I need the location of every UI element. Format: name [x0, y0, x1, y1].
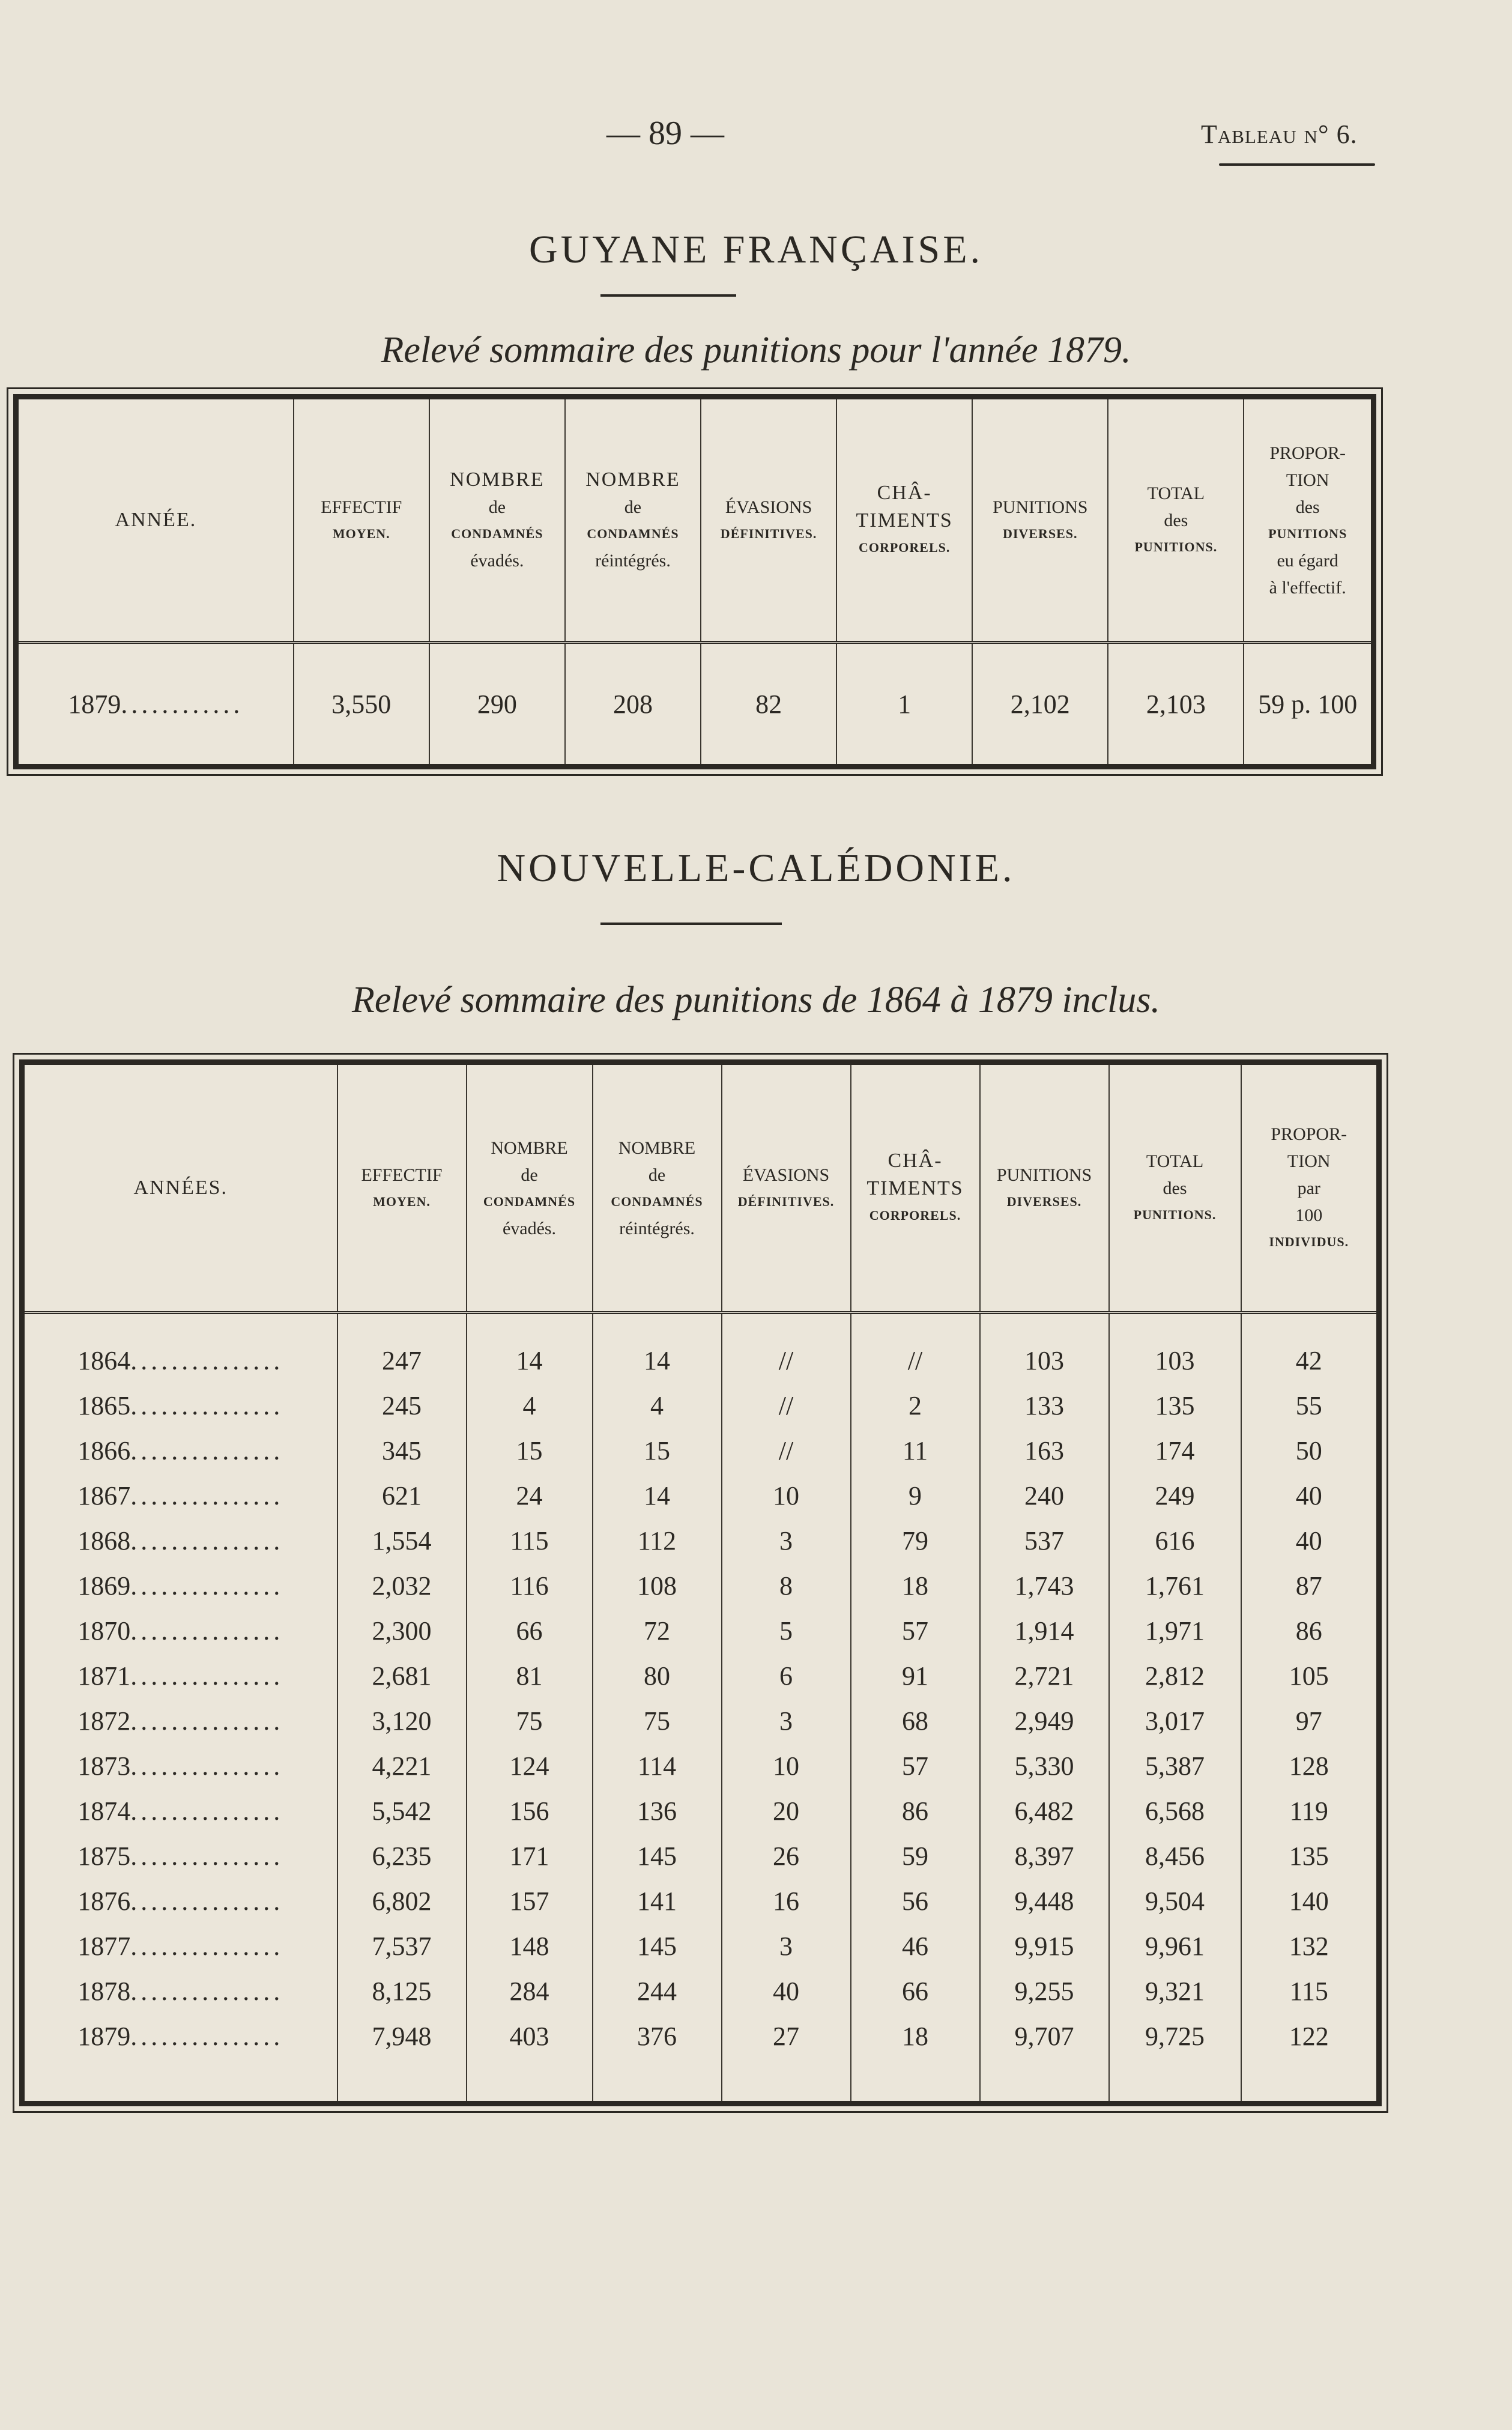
col-header-chatiments: CHÂ- TIMENTS CORPORELS. — [851, 1062, 980, 1313]
cell-evasions: // — [722, 1313, 851, 1384]
cell-effectif: 4,221 — [337, 1744, 467, 1789]
cell-reintegres: 208 — [565, 643, 701, 767]
table-row — [22, 1383, 1379, 1428]
cell-effectif: 621 — [337, 1473, 467, 1518]
table-row — [22, 1608, 1379, 1653]
col-header-total: TOTAL des PUNITIONS. — [1109, 1062, 1241, 1313]
cell-effectif: 7,948 — [337, 2014, 467, 2104]
cell-evades: 148 — [467, 1924, 593, 1969]
cell-evades: 24 — [467, 1473, 593, 1518]
cell-proportion: 86 — [1241, 1608, 1379, 1653]
cell-chatiments: 66 — [851, 1969, 980, 2014]
cell-evasions: 3 — [722, 1518, 851, 1563]
cell-year: 1870............... — [22, 1608, 337, 1653]
cell-effectif: 345 — [337, 1428, 467, 1473]
cell-reintegres: 4 — [593, 1383, 722, 1428]
cell-year: 1865............... — [22, 1383, 337, 1428]
cell-chatiments: 57 — [851, 1608, 980, 1653]
table-row — [22, 1653, 1379, 1698]
page-number: — 89 — — [606, 115, 724, 152]
cell-punitions: 8,397 — [980, 1834, 1109, 1879]
cell-evades: 156 — [467, 1789, 593, 1834]
col-header-effectif: EFFECTIF MOYEN. — [294, 397, 429, 643]
cell-proportion: 87 — [1241, 1563, 1379, 1608]
cell-evasions: // — [722, 1383, 851, 1428]
cell-effectif: 8,125 — [337, 1969, 467, 2014]
cell-total: 8,456 — [1109, 1834, 1241, 1879]
cell-evasions: // — [722, 1428, 851, 1473]
table-row — [22, 1698, 1379, 1744]
cell-total: 174 — [1109, 1428, 1241, 1473]
table-reference: Tableau n° 6. — [1201, 120, 1358, 149]
section2-title-rule — [600, 923, 782, 925]
table-header-row — [16, 397, 1374, 643]
cell-reintegres: 14 — [593, 1473, 722, 1518]
cell-chatiments: 18 — [851, 2014, 980, 2104]
cell-chatiments: 59 — [851, 1834, 980, 1879]
cell-evasions: 82 — [701, 643, 836, 767]
col-header-evasions: ÉVASIONS DÉFINITIVES. — [701, 397, 836, 643]
cell-chatiments: 2 — [851, 1383, 980, 1428]
cell-total: 135 — [1109, 1383, 1241, 1428]
cell-effectif: 2,032 — [337, 1563, 467, 1608]
cell-evades: 15 — [467, 1428, 593, 1473]
cell-chatiments: 57 — [851, 1744, 980, 1789]
cell-reintegres: 141 — [593, 1879, 722, 1924]
cell-proportion: 59 p. 100 — [1244, 643, 1373, 767]
table-row — [22, 1924, 1379, 1969]
cell-proportion: 140 — [1241, 1879, 1379, 1924]
table-row — [16, 643, 1374, 767]
cell-reintegres: 244 — [593, 1969, 722, 2014]
cell-evasions: 6 — [722, 1653, 851, 1698]
cell-total: 2,103 — [1108, 643, 1244, 767]
col-header-annees: ANNÉES. — [22, 1062, 337, 1313]
cell-year: 1879............... — [22, 2014, 337, 2104]
cell-evasions: 26 — [722, 1834, 851, 1879]
cell-punitions: 133 — [980, 1383, 1109, 1428]
col-header-proportion: PROPOR- TION des PUNITIONS eu égard à l'effectif. — [1244, 397, 1373, 643]
cell-evades: 81 — [467, 1653, 593, 1698]
table-row — [22, 1563, 1379, 1608]
cell-chatiments: 68 — [851, 1698, 980, 1744]
cell-chatiments: 11 — [851, 1428, 980, 1473]
cell-proportion: 128 — [1241, 1744, 1379, 1789]
cell-evasions: 8 — [722, 1563, 851, 1608]
cell-reintegres: 145 — [593, 1924, 722, 1969]
cell-proportion: 40 — [1241, 1518, 1379, 1563]
cell-evades: 14 — [467, 1313, 593, 1384]
cell-punitions: 6,482 — [980, 1789, 1109, 1834]
cell-punitions: 163 — [980, 1428, 1109, 1473]
cell-proportion: 42 — [1241, 1313, 1379, 1384]
cell-total: 6,568 — [1109, 1789, 1241, 1834]
cell-year: 1876............... — [22, 1879, 337, 1924]
cell-year: 1874............... — [22, 1789, 337, 1834]
cell-year: 1871............... — [22, 1653, 337, 1698]
col-header-proportion: PROPOR- TION par 100 INDIVIDUS. — [1241, 1062, 1379, 1313]
cell-evades: 4 — [467, 1383, 593, 1428]
cell-year: 1873............... — [22, 1744, 337, 1789]
cell-chatiments: 56 — [851, 1879, 980, 1924]
cell-reintegres: 145 — [593, 1834, 722, 1879]
cell-evasions: 3 — [722, 1924, 851, 1969]
cell-evades: 157 — [467, 1879, 593, 1924]
cell-proportion: 115 — [1241, 1969, 1379, 2014]
cell-evades: 75 — [467, 1698, 593, 1744]
section1-region-title: GUYANE FRANÇAISE. — [528, 228, 984, 271]
section2-region-title: NOUVELLE-CALÉDONIE. — [497, 846, 1015, 890]
cell-punitions: 240 — [980, 1473, 1109, 1518]
cell-proportion: 55 — [1241, 1383, 1379, 1428]
col-header-evades: NOMBRE de CONDAMNÉS évadés. — [429, 397, 565, 643]
cell-proportion: 135 — [1241, 1834, 1379, 1879]
table-row — [22, 1473, 1379, 1518]
cell-evades: 403 — [467, 2014, 593, 2104]
cell-evades: 284 — [467, 1969, 593, 2014]
cell-total: 249 — [1109, 1473, 1241, 1518]
cell-reintegres: 108 — [593, 1563, 722, 1608]
section2-table — [19, 1059, 1382, 2106]
table-row — [22, 1744, 1379, 1789]
table-row — [22, 1313, 1379, 1384]
cell-chatiments: 9 — [851, 1473, 980, 1518]
cell-punitions: 2,721 — [980, 1653, 1109, 1698]
cell-proportion: 40 — [1241, 1473, 1379, 1518]
cell-evasions: 5 — [722, 1608, 851, 1653]
table-row — [22, 1789, 1379, 1834]
cell-total: 1,971 — [1109, 1608, 1241, 1653]
cell-effectif: 2,681 — [337, 1653, 467, 1698]
col-header-reintegres: NOMBRE de CONDAMNÉS réintégrés. — [565, 397, 701, 643]
cell-year: 1867............... — [22, 1473, 337, 1518]
cell-total: 616 — [1109, 1518, 1241, 1563]
cell-chatiments: 79 — [851, 1518, 980, 1563]
col-header-chatiments: CHÂ- TIMENTS CORPORELS. — [836, 397, 972, 643]
cell-total: 5,387 — [1109, 1744, 1241, 1789]
cell-reintegres: 80 — [593, 1653, 722, 1698]
cell-proportion: 105 — [1241, 1653, 1379, 1698]
cell-reintegres: 136 — [593, 1789, 722, 1834]
cell-chatiments: 1 — [836, 643, 972, 767]
cell-evasions: 10 — [722, 1744, 851, 1789]
cell-reintegres: 72 — [593, 1608, 722, 1653]
col-header-effectif: EFFECTIF MOYEN. — [337, 1062, 467, 1313]
cell-punitions: 103 — [980, 1313, 1109, 1384]
cell-total: 9,725 — [1109, 2014, 1241, 2104]
cell-total: 3,017 — [1109, 1698, 1241, 1744]
cell-total: 103 — [1109, 1313, 1241, 1384]
cell-proportion: 119 — [1241, 1789, 1379, 1834]
cell-year: 1872............... — [22, 1698, 337, 1744]
cell-effectif: 3,550 — [294, 643, 429, 767]
col-header-punitions: PUNITIONS DIVERSES. — [980, 1062, 1109, 1313]
table-row — [22, 1834, 1379, 1879]
cell-evades: 66 — [467, 1608, 593, 1653]
cell-year: 1875............... — [22, 1834, 337, 1879]
cell-evades: 171 — [467, 1834, 593, 1879]
cell-punitions: 9,448 — [980, 1879, 1109, 1924]
col-header-evades: NOMBRE de CONDAMNÉS évadés. — [467, 1062, 593, 1313]
cell-reintegres: 376 — [593, 2014, 722, 2104]
cell-effectif: 247 — [337, 1313, 467, 1384]
cell-chatiments: // — [851, 1313, 980, 1384]
cell-chatiments: 91 — [851, 1653, 980, 1698]
cell-total: 2,812 — [1109, 1653, 1241, 1698]
cell-evades: 115 — [467, 1518, 593, 1563]
cell-total: 9,321 — [1109, 1969, 1241, 2014]
cell-punitions: 537 — [980, 1518, 1109, 1563]
cell-evasions: 40 — [722, 1969, 851, 2014]
cell-punitions: 2,102 — [972, 643, 1108, 767]
cell-punitions: 9,707 — [980, 2014, 1109, 2104]
col-header-reintegres: NOMBRE de CONDAMNÉS réintégrés. — [593, 1062, 722, 1313]
cell-evasions: 10 — [722, 1473, 851, 1518]
table-row — [22, 1518, 1379, 1563]
col-header-total: TOTAL des PUNITIONS. — [1108, 397, 1244, 643]
col-header-evasions: ÉVASIONS DÉFINITIVES. — [722, 1062, 851, 1313]
cell-year: 1868............... — [22, 1518, 337, 1563]
table-row — [22, 2014, 1379, 2104]
table-row — [22, 1879, 1379, 1924]
cell-proportion: 50 — [1241, 1428, 1379, 1473]
col-header-annee: ANNÉE. — [16, 397, 294, 643]
cell-year: 1878............... — [22, 1969, 337, 2014]
cell-effectif: 5,542 — [337, 1789, 467, 1834]
cell-proportion: 97 — [1241, 1698, 1379, 1744]
cell-effectif: 6,802 — [337, 1879, 467, 1924]
cell-evades: 116 — [467, 1563, 593, 1608]
section1-subtitle: Relevé sommaire des punitions pour l'année 1879. — [381, 330, 1131, 371]
cell-total: 9,961 — [1109, 1924, 1241, 1969]
cell-total: 9,504 — [1109, 1879, 1241, 1924]
section1-table — [13, 394, 1376, 769]
cell-effectif: 6,235 — [337, 1834, 467, 1879]
cell-reintegres: 75 — [593, 1698, 722, 1744]
cell-chatiments: 46 — [851, 1924, 980, 1969]
cell-chatiments: 86 — [851, 1789, 980, 1834]
cell-punitions: 1,914 — [980, 1608, 1109, 1653]
cell-proportion: 122 — [1241, 2014, 1379, 2104]
section1-title-rule — [600, 294, 736, 297]
cell-effectif: 1,554 — [337, 1518, 467, 1563]
cell-punitions: 1,743 — [980, 1563, 1109, 1608]
cell-effectif: 245 — [337, 1383, 467, 1428]
cell-year: 1877............... — [22, 1924, 337, 1969]
col-header-punitions: PUNITIONS DIVERSES. — [972, 397, 1108, 643]
cell-evasions: 3 — [722, 1698, 851, 1744]
cell-evades: 290 — [429, 643, 565, 767]
cell-evasions: 16 — [722, 1879, 851, 1924]
cell-year: 1869............... — [22, 1563, 337, 1608]
cell-reintegres: 114 — [593, 1744, 722, 1789]
table-row — [22, 1428, 1379, 1473]
cell-punitions: 2,949 — [980, 1698, 1109, 1744]
cell-evasions: 27 — [722, 2014, 851, 2104]
cell-evasions: 20 — [722, 1789, 851, 1834]
cell-evades: 124 — [467, 1744, 593, 1789]
cell-year: 1864............... — [22, 1313, 337, 1384]
cell-year: 1866............... — [22, 1428, 337, 1473]
cell-proportion: 132 — [1241, 1924, 1379, 1969]
cell-punitions: 9,255 — [980, 1969, 1109, 2014]
table-reference-underline — [1219, 163, 1375, 166]
cell-reintegres: 14 — [593, 1313, 722, 1384]
cell-punitions: 9,915 — [980, 1924, 1109, 1969]
cell-chatiments: 18 — [851, 1563, 980, 1608]
cell-total: 1,761 — [1109, 1563, 1241, 1608]
cell-effectif: 7,537 — [337, 1924, 467, 1969]
section2-subtitle: Relevé sommaire des punitions de 1864 à 1879 inclus. — [352, 980, 1160, 1020]
cell-reintegres: 15 — [593, 1428, 722, 1473]
cell-year: 1879............ — [16, 643, 294, 767]
cell-effectif: 3,120 — [337, 1698, 467, 1744]
table-header-row — [22, 1062, 1379, 1313]
cell-punitions: 5,330 — [980, 1744, 1109, 1789]
cell-effectif: 2,300 — [337, 1608, 467, 1653]
table-row — [22, 1969, 1379, 2014]
cell-reintegres: 112 — [593, 1518, 722, 1563]
